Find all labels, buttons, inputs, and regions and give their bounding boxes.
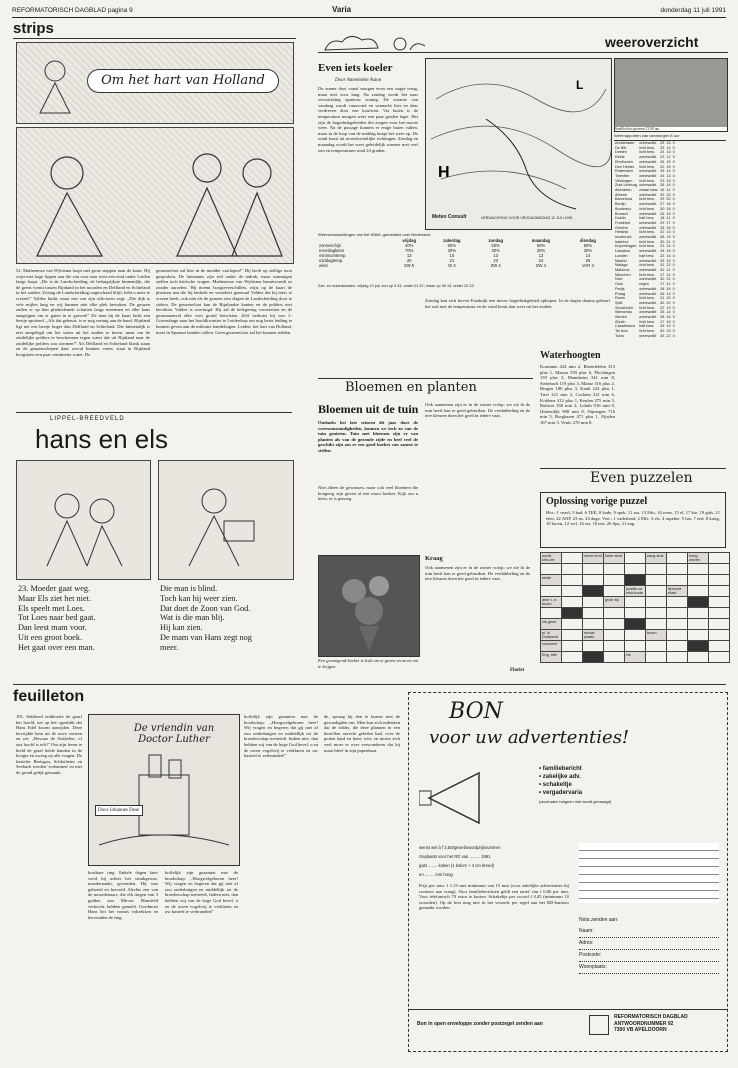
ad-headline-1: BON	[449, 699, 503, 724]
sun-moon-text: Zon- en maanstanden: vrijdag 12 juli, zon op 5.33, onder 21.57; maan op 06.13, onder 22.23	[318, 284, 474, 288]
comic-panel-1	[16, 42, 294, 124]
map-source: Meteo Consult	[432, 214, 467, 220]
strips-caption-col2: geuzenvloot zal hier in de modder vastlopen!" Hij heeft op stellige toon gesproken. De luitenants zijn wel onder de indruk, maar sommigen stellen toch kritische vragen. Mathenesse van Wybisma beantwoordt ze zonder aarzelen. Hij noemt hoogteverschillen, wijst op de kaart de plaatsen aan die hij bedoelt en verzekert generaal Valdez dat hij niets te vrezen heeft, ook niet als de geuzen erin slagen de Landscheiding door te steken. De geuzenvloot kan de Rijnlandse kanten en de polders niet bereiken. Valdez is overtuigd. Hij zal de belegering voortzetten en de geuzenaanval elke voet grond betwisten. Zelf verhuist hij van 's-Gravenhage naar het hoofdkwartier te Leiderdorp om nog beter leiding te kunnen geven aan de militaire handelingen. Leiden, het hart van Holland, moet in Spaanse handen vallen. Geen geuzenvloot zal het kunnen redden.	[156, 268, 292, 335]
weather-station-row: Amsterdam onbewolkt 25 15 0	[615, 141, 675, 145]
weather-station-row: Berlijn onbewolkt 27 16 0	[615, 202, 675, 207]
weather-station-row: Aberdeen zwaar bew. 16 11 0	[615, 188, 675, 193]
weather-station-row: De Bilt licht bew. 25 14 0	[615, 145, 675, 150]
comic-title: Om het hart van Holland	[87, 69, 279, 93]
strips-caption-col1: 52. Mathenesse van Wybisma loopt met grote stappen naar de kaart. Hij wijst met hoge lippen aan die van oost naar west een eind onder Leiden langs loopt. „Dit is de Landscheiding, de belangrijkste binnendijk, die de grens vormt tussen Rijnland in het noorden en Delfland en Schieland in het zuiden. Zolang de Landscheiding ongeschaad blijft, hebt u niets te vrezen!" Valdez knikt, maar een van zijn officieren zegt: „Die dijk is vele mijlen lang en wij kunnen niet elke plek bewaken. De geuzen zullen er op hun platbodemde schuiten langs meermen en elke kans aangrijpen om er gaten in te graven!" De man bij de kaart lacht een beetje spottend. „Als dat gebeurt, is er nog weinig aan de hand. Rijnland ligt net een beetje hoger dan Delfland en Schieland. Die binnendijk is niet aangelegd om het water uit het zuiden te keren, maar om de zuidelijke polders te beschermen tegen water dat uit Rijnland naar de zuidelijke polders zou stromen!" Als Delfland en Schieland blank staan en de geuzenschepen daar overal kunnen varen, staat in Rijnland hoogstens een paar centimeter water. De	[16, 268, 150, 357]
weather-station-row: Barcelona licht bew. 29 20 0	[615, 197, 675, 202]
bloemen-kraag-intro: Ook aanmenen zijn er in de zomer volop; we zie ik de tuin heeft kan er goed gebruiken. De verdubbeling en de tere kleuren doen het goed in iedere vaas.	[425, 402, 530, 419]
weather-station-row: Den Helder licht bew. 22 15 0	[615, 164, 675, 169]
header-date: donderdag 11 juli 1991	[660, 7, 726, 14]
ad-order-lines: wenst wel à f 2,50/gewel/woordprijsnummer Geplaatst voor het RD van ......... 1991 gast ........ koken (1 kolom + 4 cm breed) en ........ mm hoog	[419, 845, 501, 877]
comic-officers-icon	[167, 138, 287, 258]
weather-station-row: Zuid Limburg onbewolkt 26 16 0	[615, 183, 675, 188]
hans-rule	[16, 412, 292, 413]
children-playing-icon	[37, 476, 132, 571]
feuilleton-col1: 101. Siddered ontblootte de graaf het hoofd, net op het ogenblik dat Hans Edel kwam aanrijden. Deze bevrijdde hem uit de ruwe vuisten en zei: „Bewaar de Artikelen, of ons hoofd is ech!" Om zijn leven te hield de graaf beide handen in de hoogte en zweeg op alle vragen. De kasteles Breisgau, Schlotheim en Seebach werden 'verbannen' en met de grond gelijk gemaakt.	[16, 714, 82, 775]
ad-writing-area[interactable]	[579, 843, 719, 903]
weather-station-row: Malaga licht bew. 31 22 0	[615, 263, 675, 268]
weer-article-text: De zomer doet vanaf morgen even een stapje terug, maar niet voor lang. Na zondag wordt het naar verwachting opnieuw zonnig. De warmte van vandaag wordt vanavond en vannacht hier en daar verdreven door een koufront. Via buien is de temperatuur morgen weer een paar graden lager. Het zijn de hogedrukgebieden die zorgen voor het mooie weer. Na de passage kunnen er enige buien vallen, maar in de loop van de middag knapt het weer op. De wind komt uit noordwestelijke richtingen. Zondag en maandag wordt het weer geleidelijk warmer met veel zon en temperaturen rond 24 graden.	[318, 86, 418, 153]
hans-author: LIPPEL-BREEDVELD	[50, 416, 125, 422]
comic-figure-icon	[25, 53, 85, 118]
ad-bullet-note: (doorhalen hetgeen niet wordt gevraagd)	[539, 799, 612, 804]
ad-bullet[interactable]: • familiebericht	[539, 766, 582, 772]
forecast-row: zonneschijn 40% 60% 50% 50% 60%	[319, 243, 593, 248]
bouquet-icon	[319, 556, 419, 656]
rd-logo-icon	[589, 1015, 609, 1035]
weather-station-row: Genève onbewolkt 28 16 0	[615, 225, 675, 230]
weer-article-title: Even iets koeler	[318, 62, 393, 74]
weather-station-row: Rotterdam onbewolkt 25 14 0	[615, 169, 675, 174]
ad-form	[579, 915, 719, 974]
hans-text-1: 23. Moeder gaat weg. Maar Els ziet het niet. Els speelt met Loes. Tot Loes naar bed gaat. Dan leest mam voor. Uit een groot boek. Het gaat over een man.	[18, 584, 96, 652]
waterhoogten-title: Waterhoogten	[540, 350, 601, 361]
weather-station-row: Innsbruck onbewolkt 28 15 0	[615, 235, 675, 240]
report-caption: Weerrapporten van vanmorgen 8 uur	[614, 133, 680, 138]
hans-panel-2	[158, 460, 294, 580]
megaphone-icon	[419, 763, 519, 833]
forecast-header-row: vrijdag zaterdag zondag maandag dinsdag	[402, 238, 596, 243]
solution-title: Oplossing vorige puzzel	[546, 496, 648, 507]
weather-station-row: Warschau onbewolkt 25 14 0	[615, 310, 675, 315]
city-field[interactable]: Woonplaats:	[579, 962, 719, 974]
feuilleton-col4: de, sprong hij den te burner met de gezondigden om. Men kan zich indenken dat de ridder, die deze plannen in een bestellen onrecht geleden had, over de potten hard en beter wist, en moest zich veel moer er over verwonderen dat hij maar bleef in zijn papenhaat.	[324, 714, 400, 753]
weather-station-row: Londen half bew. 23 14 0	[615, 253, 675, 258]
weather-station-row: Vlissingen licht bew. 23 15 0	[615, 178, 675, 183]
ad-fine-print: Prijs per mm: f 1,15 met minimum van 15 mm (voor zakelijke advertenties bij contract aan vraag). Voor familieberichten geldt een tarief van f 0,86 per mm. Voor telefonisch 70 extra te kosten. Schakeltje per woord f 0,45 (minimum 10 woorden). Op de bon mag niet in het verzoek per regel aan het RD-kantoor gemaakt worden.	[419, 883, 569, 911]
ad-bullet[interactable]: • vergadervaria	[539, 790, 583, 796]
weather-report-table-wrap	[614, 140, 726, 373]
crossword-grid[interactable]: wordt-kleu-ter verve-lend korte strat zang-stuk borig wezen beide positie-ve elek-trode lijnrecht elast deel v. e. boom grote bij vis-gerei pl. in Duitsland eentat plaats boom vuurwerk Eng. titel vis	[540, 552, 730, 663]
cloud-sun-icon	[320, 30, 430, 52]
kraag-text: Ook aanmenen zijn er in de zomer volop; we zie ik de tuin heeft kan er goed gebruiken. De verdubbeling en de tere kleuren doen het goed in iedere vaas.	[425, 565, 530, 582]
weather-station-row: Oslo regen 17 11 2	[615, 282, 675, 287]
weather-station-row: Helsinki licht bew. 22 13 0	[615, 230, 675, 235]
weather-map	[425, 58, 612, 230]
svg-text:L: L	[576, 78, 584, 92]
weather-station-row: München licht bew. 27 14 0	[615, 272, 675, 277]
weather-station-row: Bordeaux licht bew. 30 18 0	[615, 206, 675, 211]
book-illustration	[88, 714, 240, 866]
weather-station-row: Brussel onbewolkt 26 15 0	[615, 211, 675, 216]
waterhoogten-text: Konstanz 424 min 2, Rheinfelden 313 plus 1, Maxau 539 plus 6, Plochingen 159 plus 5, Mannheim 341 min 8, Steinbach 119 plus 3, Mainz 316 plus 2, Bingen 186 plus 3, Kaub 224 plus 1, Trier 221 min 2, Cochem 221 min 6, Koblenz 212 plus 1, Keulen 275 min 3, Ruhrort 358 min 2, Lobith 916 min 9, IJmeerdijk 988 min 8, Nijmegen 716 min 5, Borgharen 471 plus 1, Eijsden 167 min 3, Venlo 270 min 8.	[540, 364, 615, 425]
weather-station-row: Athene onbewolkt 33 24 0	[615, 192, 675, 197]
comic-panel-2	[16, 127, 294, 264]
bloemen-section-label: Bloemen en planten	[345, 380, 477, 395]
weather-station-row: Twenthe onbewolkt 24 13 0	[615, 173, 675, 178]
puzzel-label: Even puzzelen	[590, 470, 693, 486]
weather-station-row: Istanbul licht bew. 30 21 0	[615, 239, 675, 244]
header-paper-name: REFORMATORISCH DAGBLAD pagina 9	[12, 7, 133, 14]
weather-station-row: Lissabon onbewolkt 28 18 0	[615, 249, 675, 254]
weather-station-row: Eindhoven onbewolkt 26 15 0	[615, 159, 675, 164]
forecast-row: middagtemp. 20 21 23 24 25	[319, 258, 591, 263]
comic-figures-icon	[27, 138, 127, 258]
feuilleton-rule	[13, 684, 726, 685]
solution-text: Hor.: 1 vezel, 5 bad, 6 TEE, 8 kade, 9 spek, 11 ara, 13 Edo, 14 roest, 15 el, 17 kie, 19 gids, 21 elen, 22 ANP, 23 ns, 24 dage. Vert.: 1 vaderland, 2 Elle, 3 els, 4 aspekte, 5 bar, 7 eed, 8 karig, 10 koren, 12 wel, 16 ers, 18 nes, 20 Spa, 21 eng.	[546, 510, 720, 527]
weer-rule	[318, 52, 728, 53]
hans-text-2: Die man is blind. Toch kan hij weer zien. Dat doet de Zoon van God. Wat is die man blij. Hij kan zien. De mam van Hans zegt nog meer.	[160, 584, 252, 652]
puzzel-rule	[540, 468, 726, 469]
weather-station-row: Frankfurt onbewolkt 29 17 0	[615, 220, 675, 225]
mother-reading-icon	[179, 476, 274, 571]
page-header	[12, 5, 726, 18]
weather-station-row: Tunis onbewolkt 33 22 0	[615, 333, 675, 338]
forecast-row: wind ZW 5 W 3 ZW 4 ZW 4 VAR 3	[319, 263, 594, 268]
header-section: Varia	[332, 5, 352, 14]
weather-station-row: Wenen onbewolkt 28 16 0	[615, 315, 675, 320]
weather-station-row: Madrid onbewolkt 33 19 0	[615, 258, 675, 263]
ad-footer-left: Bon in open enveloppe zonder postzegel zenden aan	[417, 1021, 543, 1027]
ad-bullet[interactable]: • schakeltje	[539, 782, 572, 788]
weather-station-row: Eelde onbewolkt 23 12 0	[615, 155, 675, 160]
ad-form-note: Nota zenden aan:	[579, 917, 619, 923]
weather-station-row: Nice onbewolkt 30 21 0	[615, 277, 675, 282]
weather-report-table	[614, 141, 676, 339]
weather-station-row: Tel Aviv licht bew. 30 23 0	[615, 329, 675, 334]
bloemen-signature: Florist	[510, 668, 525, 673]
svg-text:H: H	[438, 164, 450, 181]
weather-station-row: Rome licht bew. 31 20 0	[615, 296, 675, 301]
address-field[interactable]: Adres:	[579, 938, 719, 950]
name-field[interactable]: Naam:	[579, 926, 719, 938]
strips-rule	[13, 38, 296, 39]
feuilleton-col2: kostbare ring. Enkele dagen later werd hij achter het struikgewas, moedernaakt, gevonden. Hij was geboeid en beroofd. Slechts een van de moordenaars, die elk ringen van 3 gulden aan Mircus Mansfeld verkocht, hebben gemeld. Goedmoet Hans liet het vonnis voltrekken en hervonden de ring.	[88, 870, 158, 920]
strips-label: strips	[13, 20, 54, 37]
weather-station-row: Casablanca half bew. 26 19 0	[615, 324, 675, 329]
forecast-table	[318, 238, 610, 268]
weather-station-row: Praag onbewolkt 26 14 0	[615, 291, 675, 296]
book-author: Door Johannes Dose	[95, 805, 143, 816]
weather-station-row: Split onbewolkt 30 22 0	[615, 300, 675, 305]
bloemen-rule	[318, 378, 533, 379]
weather-station-row: Zürich licht bew. 27 15 0	[615, 319, 675, 324]
weer-label: weeroverzicht	[605, 34, 699, 50]
ad-bullet[interactable]: • zakelijke adv.	[539, 774, 581, 780]
weather-station-row: Dublin half bew. 18 11 0	[615, 216, 675, 221]
flower-photo	[318, 555, 420, 657]
weather-station-row: Mallorca onbewolkt 32 21 0	[615, 267, 675, 272]
forecast-row: neerslagkans 70% 30% 30% 30% 20%	[319, 248, 593, 253]
map-caption: VERWACHTING VOOR VRIJDAGMIDDAG 12 JULI 1991	[481, 216, 573, 220]
postcode-field[interactable]: Postcode:	[579, 950, 719, 962]
book-title: De vriendin van Doctor Luther	[133, 723, 215, 745]
satellite-caption: Satellietfoto gisteren 13.00 uur	[615, 127, 727, 131]
feuilleton-label: feuilleton	[13, 688, 85, 705]
puzzel-solution-box	[540, 492, 726, 548]
hans-panel-1	[16, 460, 151, 580]
ad-headline-2: voor uw advertenties!	[429, 727, 630, 748]
feuilleton-col2b: hoffelijk zijn gezanten met de boodschap: „Hoogwelgeboren heer! Wij vragen en begeren dat gij niet af zou onderbuigen en middellijk tot de broederschap toetreedt. Indien niet, dan hebben wij van de hoge God bevel, u en de uwen vogelvrij te verklaren en uw kasteel te verbranden!"	[165, 870, 238, 915]
bloemen-photo-caption: Een gevangend boeket is leuk om te geven en mooi om te krijgen.	[318, 658, 419, 669]
ad-text-lines[interactable]	[579, 843, 719, 903]
weather-station-row: Kopenhagen licht bew. 22 14 0	[615, 244, 675, 249]
satellite-photo	[614, 58, 728, 132]
bloemen-lead: Ondanks het late seizoen dit jaar door de weersomstandigheden, kunnen we toch zo van de tuin genieten. Tuin met bloemen zijn er van planten als van de gezonde zijde en heel veel de geschikt zijn om er een goed boeket van samen te stellen.	[318, 420, 418, 453]
ad-footer-rule	[409, 1009, 727, 1010]
forecast-row: minimumtemp. 13 10 13 13 14	[319, 253, 591, 258]
bloemen-text: Niet alleen de gewassen, maar ook veel bloemen die hongerig zijn geven al een mooi boeket. Kijk om u heen, er is genoeg.	[318, 485, 418, 502]
weer-byline: Door Annemieke Aston	[335, 78, 382, 83]
weather-map-icon	[426, 59, 611, 229]
weather-station-row: Parijs onbewolkt 28 16 0	[615, 286, 675, 291]
forecast-intro: Weersverwachtingen van het KNMI, gemiddeld over Nederland:	[318, 232, 431, 237]
advertisement-coupon[interactable]	[408, 692, 728, 1052]
weer-extra-text: Zondag kan zich boven Frankrijk een nieuw hogedrukgebied ophopen. In de dagen daarna gebeurt het ook met de temperatuur en de wind komt dan weer uit het zuiden.	[425, 298, 610, 309]
ad-bullets	[539, 765, 582, 797]
hans-title: hans en els	[35, 424, 168, 454]
weather-station-row: Stockholm licht bew. 22 13 0	[615, 305, 675, 310]
ad-footer-address: REFORMATORISCH DAGBLAD ANTWOORDNUMMER 92 7300 VB APELDOORN	[614, 1014, 688, 1033]
kraag-title: Kraag	[425, 555, 443, 562]
castle-icon	[99, 745, 229, 855]
bloemen-title: Bloemen uit de tuin	[318, 402, 419, 416]
weather-station-row: Deelen licht bew. 24 13 0	[615, 150, 675, 155]
feuilleton-col3: hoffelijk zijn gezanten met de boodschap: „Hoogwelgeboren heer! Wij vragen en begeren dat gij niet af zou onderbuigen en middellijk tot de broederschap toetreedt. Indien niet, dan hebben wij van de hoge God bevel, u en de uwen vogelvrij te verklaren en uw kasteel te verbranden!"	[244, 714, 318, 759]
